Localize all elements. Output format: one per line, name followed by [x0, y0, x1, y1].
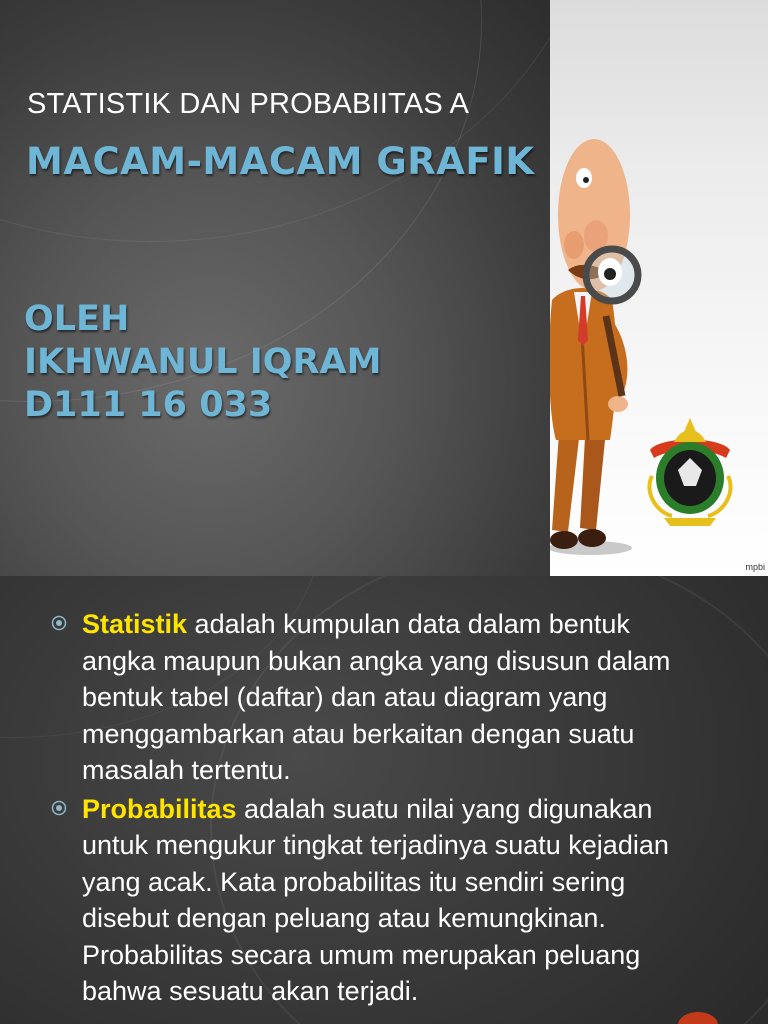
- slide-subtitle: STATISTIK DAN PROBABIITAS A: [27, 88, 470, 120]
- decorative-arc: [0, 0, 602, 242]
- list-item: [46, 606, 686, 789]
- watermark-text: mpbi: [745, 562, 765, 572]
- bullet-text: [82, 606, 686, 789]
- circle-bullet-icon: [51, 800, 67, 816]
- term-statistik: Statistik: [82, 609, 188, 639]
- author-line: D111 16 033: [24, 385, 273, 425]
- author-block: [24, 298, 381, 427]
- bullet-text: [82, 791, 686, 1010]
- detective-illustration: [550, 0, 768, 576]
- definition-text: adalah kumpulan data dalam bentuk angka maupun bukan angka yang disusun dalam bentuk tabel (daftar) dan atau diagram yang menggambarkan atau berkaitan dengan suatu masalah tertentu.: [82, 609, 671, 785]
- definition-text: adalah suatu nilai yang digunakan untuk mengukur tingkat terjadinya suatu kejadian yang acak. Kata probabilitas itu sendiri sering disebut dengan peluang atau kemungkinan. Probabilitas secara umum merupakan peluang bahwa sesuatu akan terjadi.: [82, 793, 669, 1006]
- bullet-list: [46, 606, 686, 1012]
- slide-title: MACAM-MACAM GRAFIK: [26, 140, 535, 183]
- university-emblem-icon: [649, 418, 730, 526]
- list-item: [46, 791, 686, 1010]
- detective-magnifier-icon: [550, 0, 768, 576]
- author-line: IKHWANUL IQRAM: [24, 342, 382, 382]
- term-probabilitas: Probabilitas: [82, 793, 237, 824]
- author-line: OLEH: [24, 299, 130, 339]
- partial-emblem-icon: [678, 1012, 718, 1024]
- definitions-slide: [0, 576, 768, 1024]
- circle-bullet-icon: [51, 615, 67, 631]
